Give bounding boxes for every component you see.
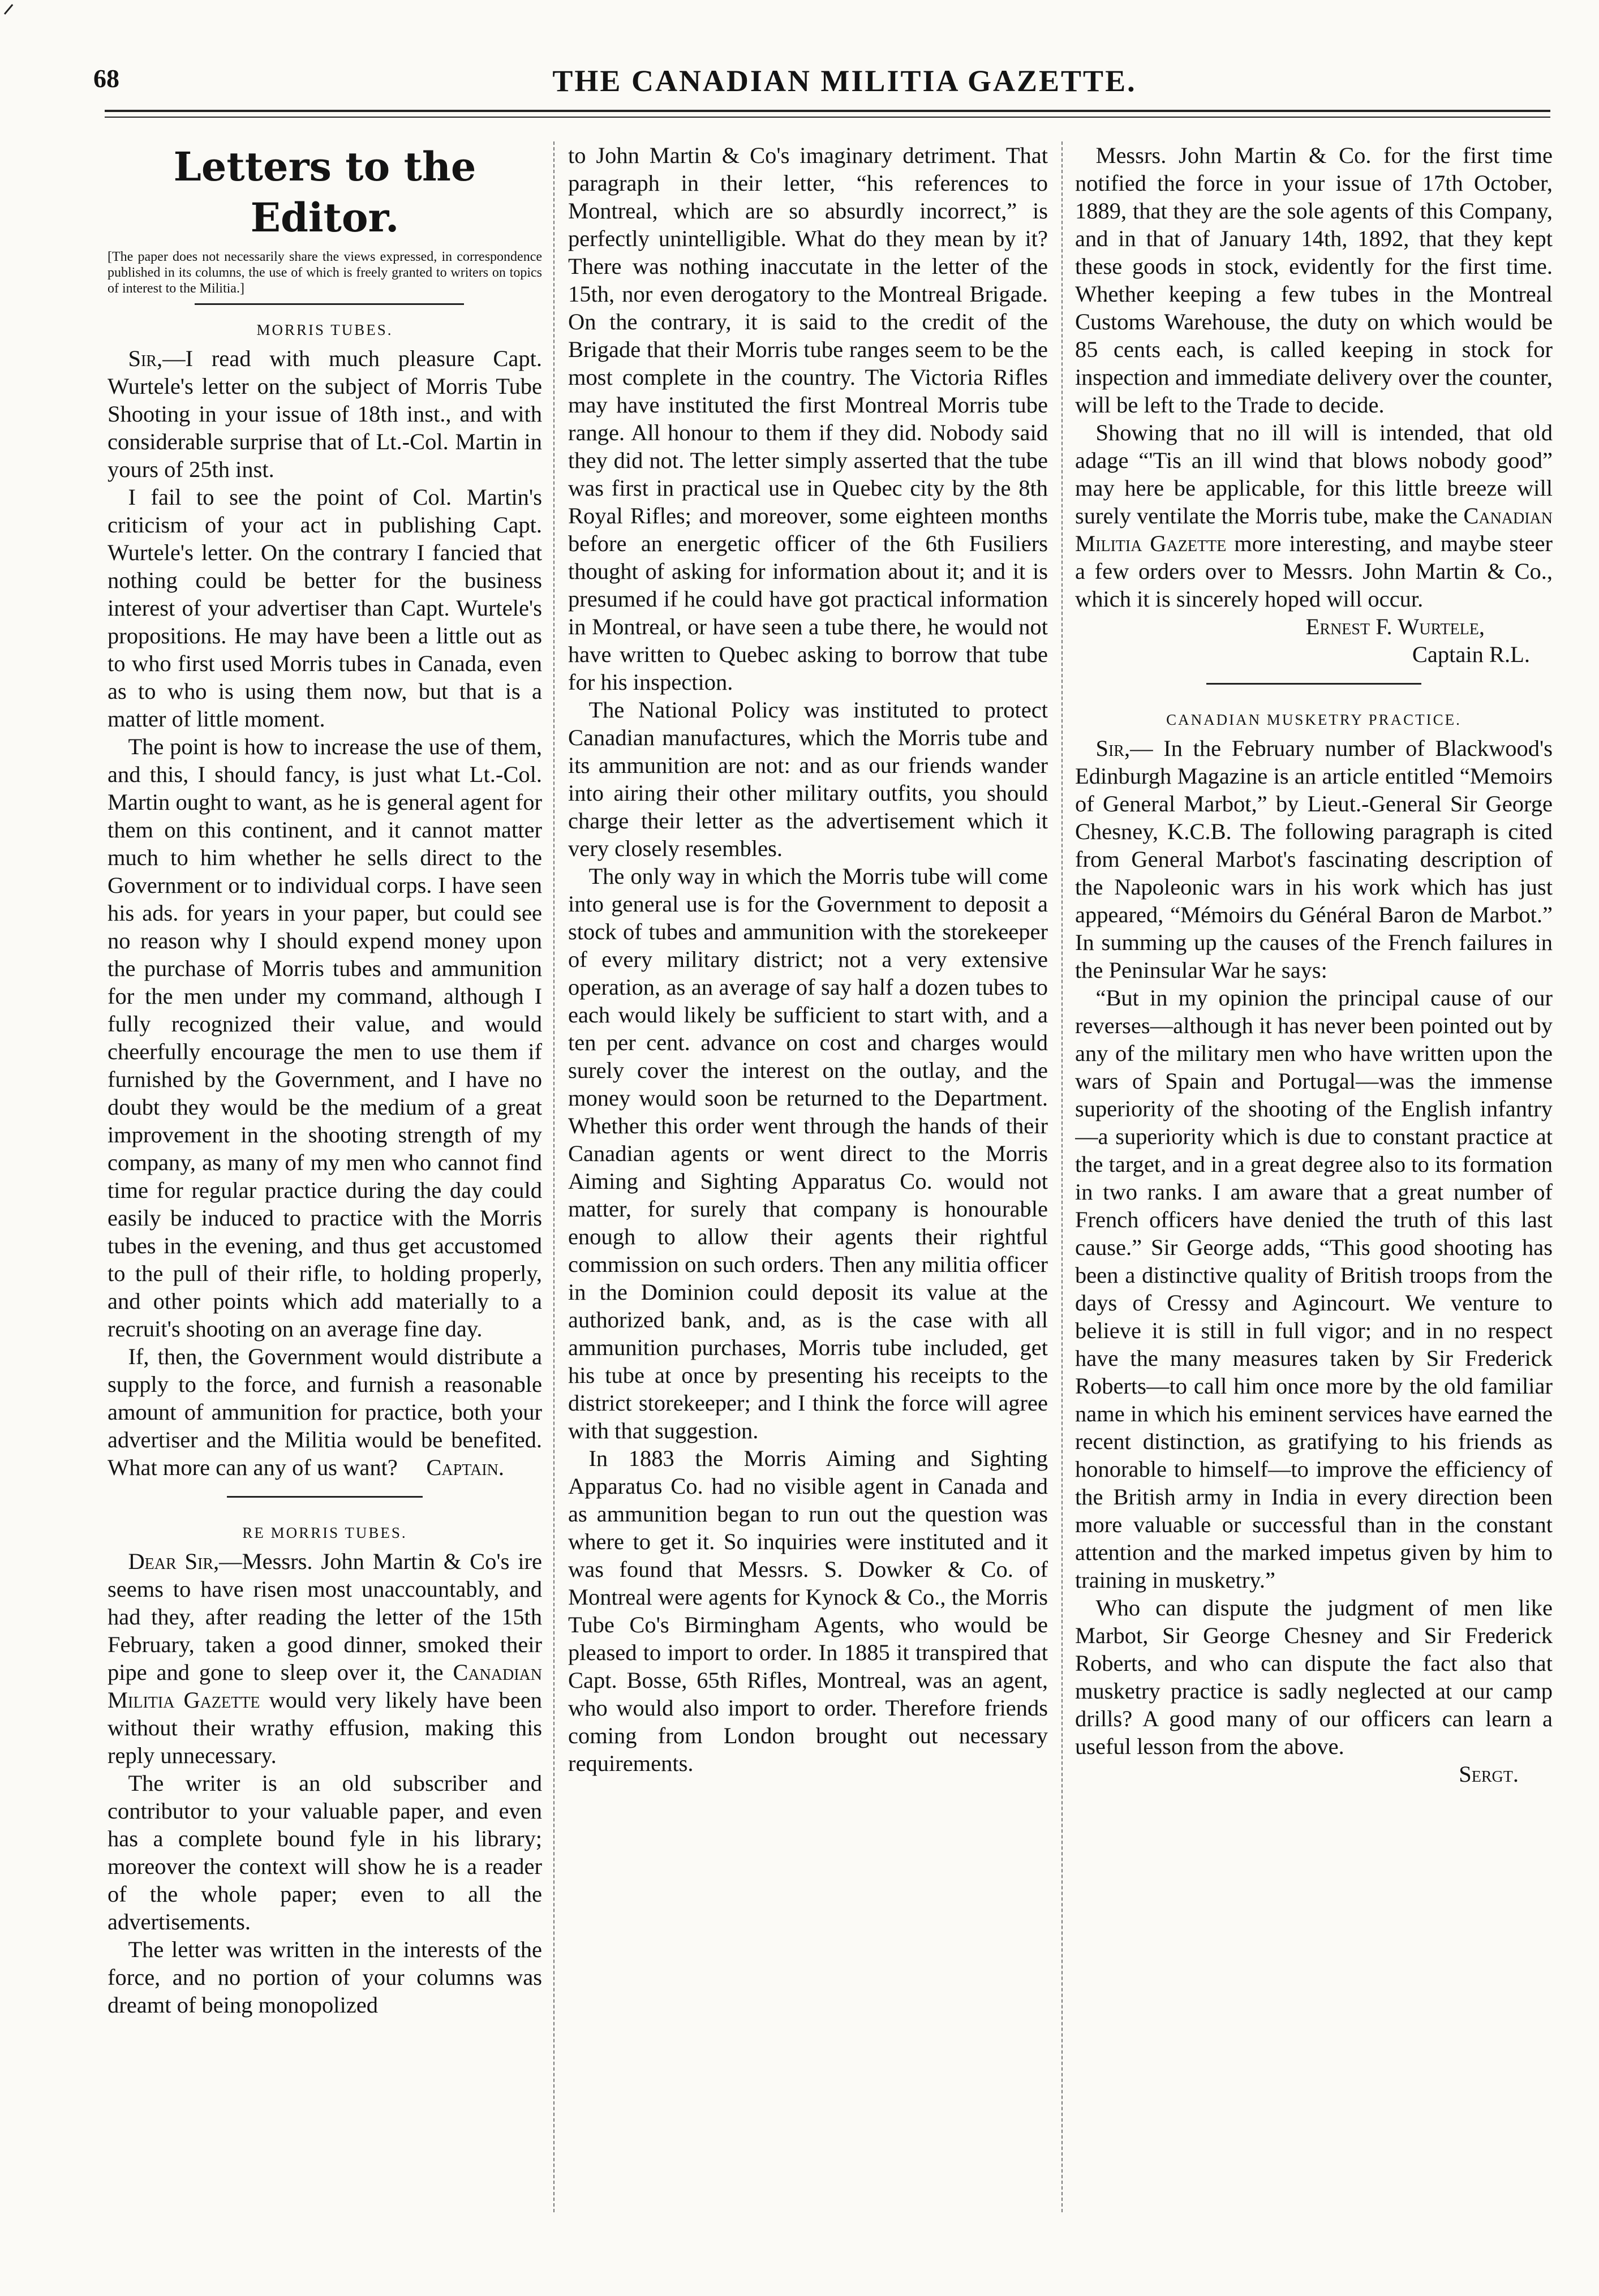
letters-masthead: Letters to the Editor. bbox=[173, 143, 476, 241]
re-paragraph-3: The letter was written in the interests of the force, and no portion of your columns was dreamt of being monopolized bbox=[108, 1937, 542, 2018]
paragraph-text: If, then, the Government would distribute a supply to the force, and furnish a reasonable amount of ammunition for practice, both your advertiser and the Militia would be benefited. What more can any of us want? bbox=[108, 1344, 542, 1480]
letter-divider bbox=[227, 1496, 423, 1498]
morris-paragraph-2: I fail to see the point of Col. Martin's criticism of your act in publishing Capt. Wurtele's letter. On the contrary I fancied that nothing could be better for the business interest of your advertiser than Capt. Wurtele's propositions. He may have been a little out as to who first used Morris tubes in Canada, even as to who is using them now, but that is a matter of little moment. bbox=[108, 484, 542, 732]
page-number: 68 bbox=[93, 64, 119, 93]
paragraph-text: Showing that no ill will is intended, that old adage “'Tis an ill wind that blows nobody good” may here be applicable, for this little breeze will surely ventilate the Morris tube, make the bbox=[1075, 420, 1553, 528]
signature-sergt: Sergt. bbox=[1459, 1761, 1519, 1787]
paragraph-text: — In the February number of Blackwood's Edinburgh Magazine is an article entitled “Memoirs of General Marbot,” by Lieut.-General Sir George Chesney, K.C.B. The following paragraph is cited from General Marbot's fascinating description of the Napoleonic wars in his work which has just appeared, “Mémoirs du Général Baron de Marbot.” In summing up the causes of the French failures in the Peninsular War he says: bbox=[1075, 736, 1553, 983]
re-paragraph-1 bbox=[108, 1547, 542, 1769]
salutation: Dear Sir, bbox=[128, 1549, 220, 1574]
salutation: Sir, bbox=[128, 346, 163, 371]
general-use-paragraph: The only way in which the Morris tube will come into general use is for the Government to deposit a stock of tubes and ammunition with the storekeeper of every military district; not a very extensive operation, as an average of say half a dozen tubes to each would likely be sufficient to start with, and a ten per cent. advance on cost and charges would surely cover the interest on the outlay, and the money would soon be returned to the Department. Whether this order went through the hands of their Canadian agents or went direct to the Morris Aiming and Sighting Apparatus Co. would not matter, for surely that company is honourable enough to allow their agents their rightful commission on such orders. Then any militia officer in the Dominion could deposit its value at the authorized bank, and, as is the case with all ammunition purchases, Morris tube included, get his tube at once by presenting his receipts to the district storekeeper; and I think the force will agree with that suggestion. bbox=[568, 863, 1048, 1443]
paper-name: Canadian Militia Gazette bbox=[1075, 503, 1553, 556]
column-divider bbox=[553, 141, 555, 2212]
column-1 bbox=[108, 141, 542, 2229]
column-3 bbox=[1075, 141, 1553, 2229]
paragraph-text: would very likely have been without their wrathy effusion, making this reply unnecessary. bbox=[108, 1687, 542, 1768]
morris-paragraph-4 bbox=[108, 1343, 542, 1481]
salutation: Sir, bbox=[1095, 736, 1131, 761]
agents-paragraph: Messrs. John Martin & Co. for the first time notified the force in your issue of 17th October, 1889, that they are the sole agents of this Company, and in that of January 14th, 1892, that they kept these goods in stock, evidently for the first time. Whether keeping a few tubes in the Montreal Customs Warehouse, the duty on which would be 85 cents each, is called keeping in stock for inspection and immediate delivery over the counter, will be left to the Trade to decide. bbox=[1075, 143, 1553, 418]
column-2 bbox=[568, 141, 1048, 2229]
paragraph-text: more interesting, and maybe steer a few orders over to Messrs. John Martin & Co., which it is sincerely hoped will occur. bbox=[1075, 531, 1553, 612]
header-rule bbox=[105, 110, 1550, 112]
morris-paragraph-3: The point is how to increase the use of them, and this, I should fancy, is just what Lt.-Col. Martin ought to want, as he is general agent for them on this continent, and it cannot matter much to him whether he sells direct to the Government or to individual corps. I have seen his ads. for years in your paper, but could see no reason why I should expend money upon the purchase of Morris tubes and ammunition for the men under my command, although I fully recognized their value, and would cheerfully encourage the men to use them if furnished by the Government, and I have no doubt they would be the medium of a great improvement in the shooting strength of my company, as many of my men who cannot find time for regular practice during the day could easily be induced to practice with the Morris tubes in the evening, and thus get accustomed to the pull of their rifle, to holding properly, and other points which add materially to a recruit's shooting on an average fine day. bbox=[108, 734, 542, 1342]
column-divider bbox=[1061, 141, 1063, 2212]
heading-canadian-musketry: CANADIAN MUSKETRY PRACTICE. bbox=[1166, 711, 1462, 728]
paragraph-text: —Messrs. John Martin & Co's ire seems to have risen most unaccountably, and had they, after reading the letter of the 15th February, taken a good dinner, smoked their pipe and gone to sleep over it, the bbox=[108, 1549, 542, 1685]
continued-paragraph: to John Martin & Co's imaginary detriment. That paragraph in their letter, “his references to Montreal, which are so absurdly incorrect,” is perfectly unintelligible. What do they mean by it? There was nothing inaccutate in the letter of the 15th, nor even derogatory to the Montreal Brigade. On the contrary, it is said to the credit of the Brigade that their Morris tube ranges seem to be the most complete in the country. The Victoria Rifles may have instituted the first Montreal Morris tube range. All honour to them if they did. Nobody said they did not. The letter simply asserted that the tube was first in practical use in Quebec city by the 8th Royal Rifles; and moreover, some eighteen months before an energetic officer of the 6th Fusiliers thought of asking for information about it; and it is presumed if he could have got practical information in Montreal, or have seen a tube there, he would not have written to Quebec asking to borrow that tube for his inspection. bbox=[568, 143, 1048, 695]
history-paragraph: In 1883 the Morris Aiming and Sighting Apparatus Co. had no visible agent in Canada and as ammunition began to run out the question was where to get it. So inquiries were instituted and it was found that Messrs. S. Dowker & Co. of Montreal were agents for Kynock & Co., the Morris Tube Co's Birmingham Agents, who would be pleased to import to order. In 1885 it transpired that Capt. Bosse, 65th Rifles, Montreal, was an agent, who would also import to order. Therefore friends coming from London brought out necessary requirements. bbox=[568, 1446, 1048, 1776]
musketry-paragraph-3: Who can dispute the judgment of men like Marbot, Sir George Chesney and Sir Frederick Roberts, and who can dispute the fact also that musketry practice is sadly neglected at our camp drills? A good many of our officers can learn a useful lesson from the above. bbox=[1075, 1595, 1553, 1759]
corner-mark bbox=[4, 4, 19, 20]
morris-paragraph-1 bbox=[108, 345, 542, 483]
letter-divider bbox=[1206, 683, 1421, 685]
musketry-quote-paragraph: “But in my opinion the principal cause of our reverses—although it has never been pointed out by any of the military men who have written upon the wars of Spain and Portugal—was the immense superiority of the shooting of the English infantry—a superiority which is due to constant practice at the target, and in a great degree also to its formation in two ranks. I am aware that a great number of French officers have denied the truth of this last cause.” Sir George adds, “This good shooting has been a distinctive quality of British troops from the days of Cressy and Agincourt. We venture to believe it is still in full vigor; and in no respect have the many measures taken by Sir Frederick Roberts—to call him once more by the old familiar name in which his eminent services have earned the recent distinction, as gratifying to his friends as honorable to himself—to improve the efficiency of the British army in India in every direction been more valuable or successful than in the constant attention and the marked impetus given by him to training in musketry.” bbox=[1075, 985, 1553, 1593]
re-paragraph-2: The writer is an old subscriber and contributor to your valuable paper, and even has a complete bound fyle in his library; moreover the context will show he is a reader of the whole paper; even to all the advertisements. bbox=[108, 1770, 542, 1934]
heading-re-morris-tubes: RE MORRIS TUBES. bbox=[242, 1524, 407, 1541]
signature-captain: Captain. bbox=[426, 1455, 504, 1480]
editorial-note: [The paper does not necessarily share the views expressed, in correspondence published in its columns, the use of which is freely granted to writers on topics of interest to the Militia.] bbox=[108, 250, 542, 296]
paper-name: Canadian Militia Gazette bbox=[108, 1659, 542, 1713]
paragraph-text: —I read with much pleasure Capt. Wurtele's letter on the subject of Morris Tube Shooting in your issue of 18th inst., and with considerable surprise that of Lt.-Col. Martin in yours of 25th inst. bbox=[108, 346, 542, 482]
closing-paragraph bbox=[1075, 419, 1553, 613]
national-policy-paragraph: The National Policy was instituted to protect Canadian manufactures, which the Morris tube and its ammunition are not: and as our friends wander into airing their other military outfits, you should charge their letter as the advertisement which it very closely resembles. bbox=[568, 697, 1048, 861]
signature-rank: Captain R.L. bbox=[1412, 642, 1530, 667]
heading-morris-tubes: MORRIS TUBES. bbox=[256, 321, 393, 338]
header-rule-thin bbox=[105, 117, 1550, 118]
signature-name: Ernest F. Wurtele, bbox=[1305, 614, 1485, 639]
note-divider bbox=[195, 303, 464, 305]
running-title: THE CANADIAN MILITIA GAZETTE. bbox=[552, 64, 1137, 98]
musketry-paragraph-1 bbox=[1075, 734, 1553, 984]
